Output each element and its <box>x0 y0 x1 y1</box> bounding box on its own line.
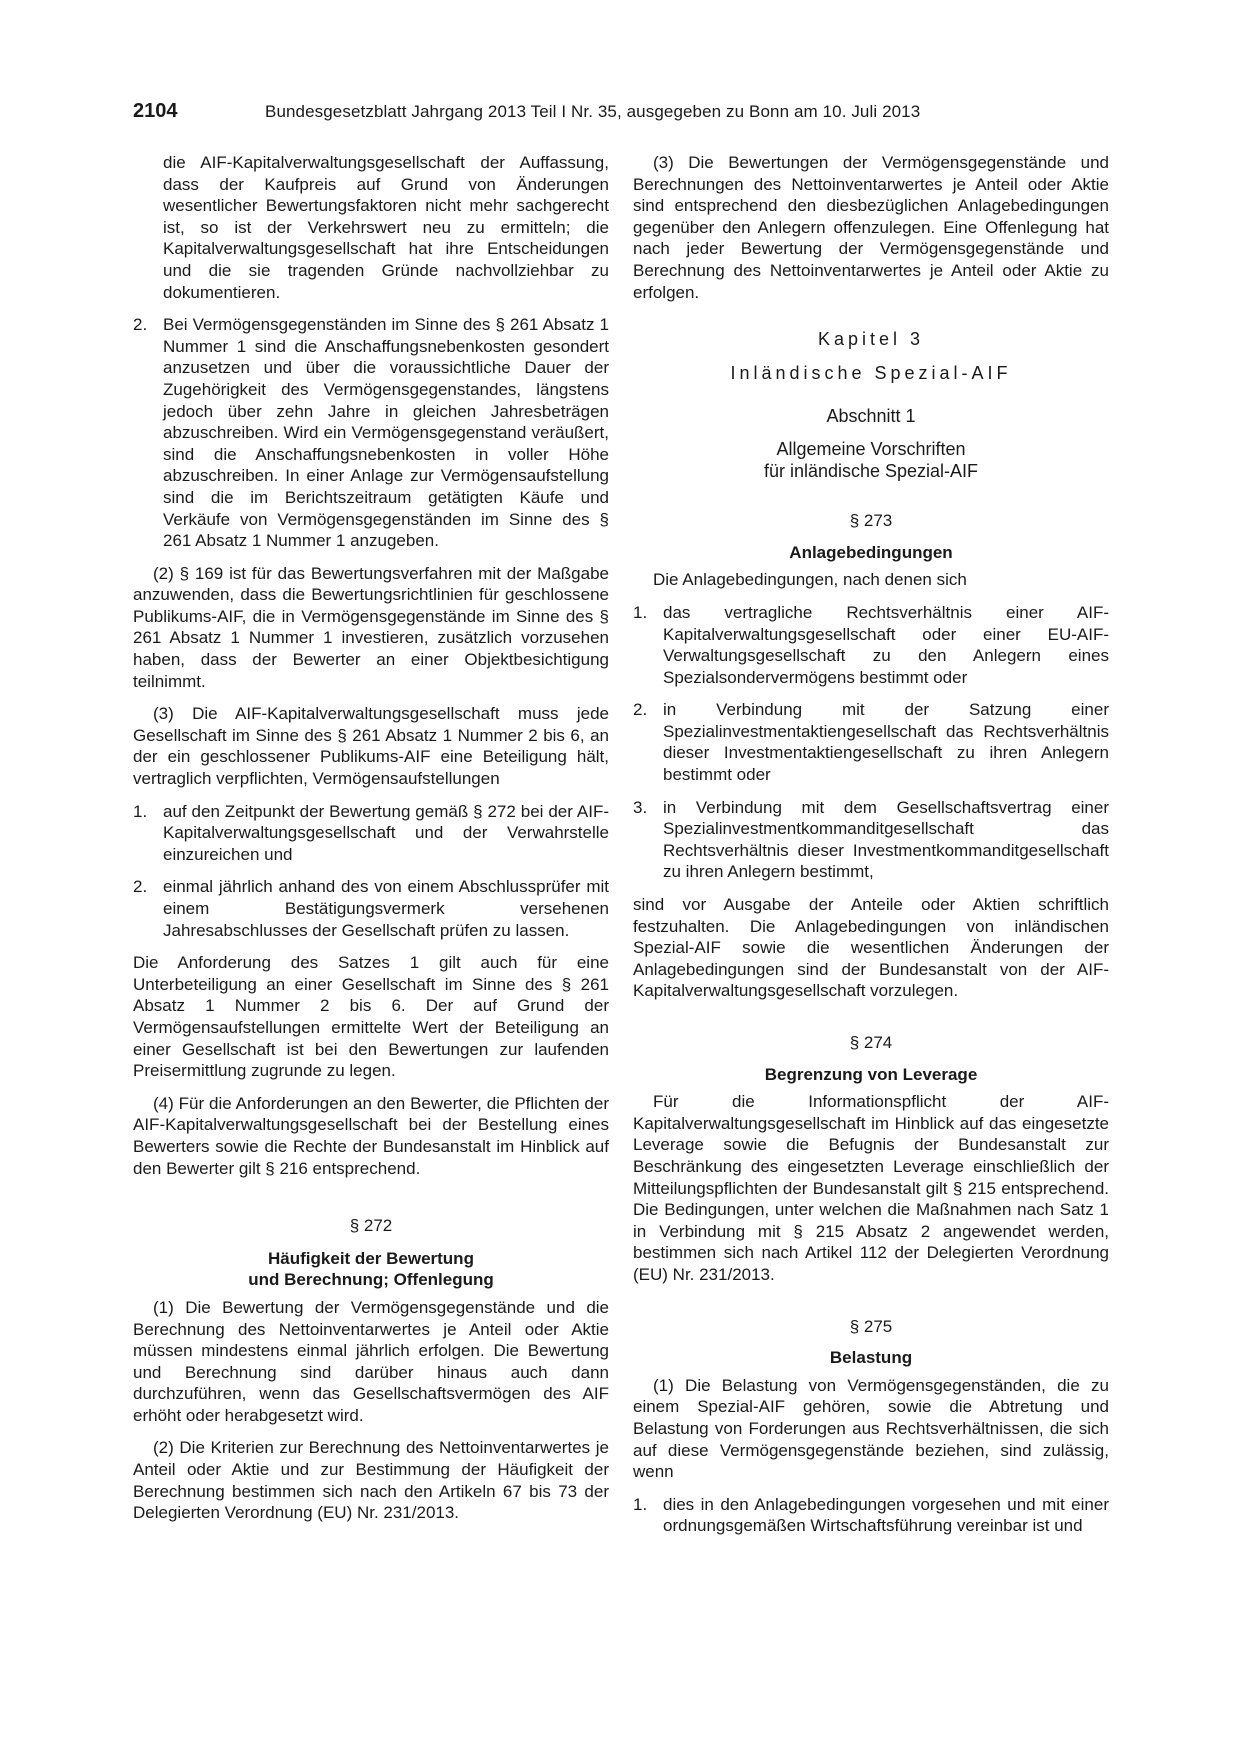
continued-item-text: die AIF-Kapitalverwaltungsgesellschaft der Auffassung, dass der Kaufpreis auf Grund von Änderungen wesentlicher Bewertungsfaktoren nicht mehr sachgerecht ist, so ist der Verkehrswert neu zu ermitteln; die Kapitalverwaltungsgesellschaft hat ihre Entscheidungen und die sie tragenden Gründe nachvollziehbar zu dokumentieren. <box>163 153 609 302</box>
list-text: Bei Vermögensgegenständen im Sinne des § 261 Absatz 1 Nummer 1 sind die Anschaffungsnebenkosten gesondert anzusetzen und über die voraussichtliche Dauer der Zugehörigkeit des Vermögensgegenstandes, längstens jedoch über zehn Jahre in gleichen Jahresbeträgen abzuschreiben. Wird ein Vermögensgegenstand veräußert, sind die Anschaffungsnebenkosten in voller Höhe abzuschreiben. In einer Anlage zur Vermögensaufstellung sind die im Berichtszeitraum getätigten Käufe und Verkäufe von Vermögensgegenständen im Sinne des § 261 Absatz 1 Nummer 1 anzugeben. <box>163 315 609 551</box>
list-text: einmal jährlich anhand des von einem Abschlussprüfer mit einem Bestätigungsvermerk versehenen Jahresabschlusses der Gesellschaft prüfen zu lassen. <box>163 877 609 940</box>
list-text: auf den Zeitpunkt der Bewertung gemäß § 272 bei der AIF-Kapitalverwaltungsgesellschaft und der Verwahrstelle einzureichen und <box>163 801 609 864</box>
subsection-title-line2: für inländische Spezial-AIF <box>763 460 979 481</box>
list-text: in Verbindung mit der Satzung einer Spezialinvestmentaktiengesellschaft das Rechtsverhältnis dieser Investmentaktiengesellschaft zu ihren Anlegern bestimmt oder <box>663 700 1109 785</box>
section-title-275: Belastung <box>829 1348 913 1368</box>
page-number: 2104 <box>133 100 178 122</box>
left-column <box>133 152 609 1524</box>
section-title-272-line1: Häufigkeit der Bewertung <box>268 1248 474 1268</box>
list-number: 1. <box>633 602 648 622</box>
section-title-273: Anlagebedingungen <box>789 542 953 562</box>
section-272-paragraph-3: (3) Die Bewertungen der Vermögensgegenstände und Berechnungen des Nettoinventarwertes je Anteil oder Aktie sind entsprechend den diesbezüglichen Anlagebedingungen gegenüber den Anlegern offenzulegen. Eine Offenlegung hat nach jeder Bewertung der Vermögensgegenstände und Berechnung des Nettoinventarwertes je Anteil oder Aktie zu erfolgen. <box>633 153 1109 302</box>
section-number-274: § 274 <box>849 1033 893 1052</box>
list-number: 3. <box>633 797 648 817</box>
page-header <box>133 100 1109 130</box>
section-number-272: § 272 <box>349 1216 393 1236</box>
list-number: 2. <box>633 700 648 720</box>
list-item <box>133 801 609 866</box>
list-number: 2. <box>133 315 148 335</box>
list-item <box>133 876 609 941</box>
paragraph-2: (2) § 169 ist für das Bewertungsverfahren mit der Maßgabe anzuwenden, dass die Bewertungsrichtlinien für geschlossene Publikums-AIF, die in Vermögensgegenstände im Sinne des § 261 Absatz 1 Nummer 1 investieren, zusätzlich vorzusehen haben, dass der Bewerter an einer Objektbesichtigung teilnimmt. <box>133 563 609 691</box>
right-column <box>633 152 1109 1537</box>
list-item <box>633 1494 1109 1537</box>
section-273-tail: sind vor Ausgabe der Anteile oder Aktien schriftlich festzuhalten. Die Anlagebedingungen von inländischen Spezial-AIF sowie die wesentlichen Änderungen der Anlagebedingungen sind der Bundesanstalt von der AIF-Kapitalverwaltungsgesellschaft vorzulegen. <box>633 895 1109 1001</box>
list-text: in Verbindung mit dem Gesellschaftsvertrag einer Spezialinvestmentkommanditgesellschaft das Rechtsverhältnis dieser Investmentkommanditgesellschaft zu ihren Anlegern bestimmt, <box>663 797 1109 882</box>
paragraph-4: (4) Für die Anforderungen an den Bewerter, die Pflichten der AIF-Kapitalverwaltungsgesellschaft bei der Bestellung eines Bewerters sowie die Rechte der Bundesanstalt im Hinblick auf den Bewerter gilt § 216 entsprechend. <box>133 1093 609 1178</box>
section-272-paragraph-2: (2) Die Kriterien zur Berechnung des Nettoinventarwertes je Anteil oder Aktie und zur Bestimmung der Häufigkeit der Berechnung bestimmen sich nach den Artikeln 67 bis 73 der Delegierten Verordnung (EU) Nr. 231/2013. <box>133 1438 609 1523</box>
section-title-272-line2: und Berechnung; Offenlegung <box>248 1270 494 1290</box>
section-title-274: Begrenzung von Leverage <box>764 1064 978 1084</box>
section-274-paragraph: Für die Informationspflicht der AIF-Kapitalverwaltungsgesellschaft im Hinblick auf das eingesetzte Leverage sowie die Befugnis der Bundesanstalt zur Beschränkung des eingesetzten Leverage einschließlich der Mitteilungspflichten der Bundesanstalt gilt § 215 entsprechend. Die Bedingungen, unter welchen die Maßnahmen nach Satz 1 in Verbindung mit § 215 Absatz 2 angewendet werden, bestimmen sich nach Artikel 112 der Delegierten Verordnung (EU) Nr. 231/2013. <box>633 1092 1109 1284</box>
list-number: 1. <box>133 801 148 821</box>
paragraph-3-tail: Die Anforderung des Satzes 1 gilt auch für eine Unterbeteiligung an einer Gesellschaft im Sinne des § 261 Absatz 1 Nummer 2 bis 6. Der auf Grund der Vermögensaufstellungen ermittelte Wert der Beteiligung an einer Gesellschaft ist bei den Bewertungen zur laufenden Preisermittlung zugrunde zu legen. <box>133 953 609 1081</box>
list-number: 1. <box>633 1494 648 1514</box>
list-item <box>633 699 1109 785</box>
list-item <box>633 797 1109 883</box>
section-272-paragraph-1: (1) Die Bewertung der Vermögensgegenstände und die Berechnung des Nettoinventarwertes je Anteil oder Aktie müssen mindestens einmal jährlich erfolgen. Die Bewertung und Berechnung sind darüber hinaus auch dann durchzuführen, wenn das Gesellschaftsvermögen des AIF erhöht oder herabgesetzt wird. <box>133 1297 609 1425</box>
section-275-paragraph-1: (1) Die Belastung von Vermögensgegenständen, die zu einem Spezial-AIF gehören, sowie die Abtretung und Belastung von Forderungen aus Rechtsverhältnissen, die sich auf diese Vermögensgegenstände beziehen, sind zulässig, wenn <box>633 1375 1109 1482</box>
paragraph-3: (3) Die AIF-Kapitalverwaltungsgesellschaft muss jede Gesellschaft im Sinne des § 261 Absatz 1 Nummer 2 bis 6, an der ein geschlossener Publikums-AIF eine Beteiligung hält, vertraglich verpflichten, Vermögensaufstellungen <box>133 704 609 789</box>
subsection-label: Abschnitt 1 <box>826 406 916 427</box>
subsection-title-line1: Allgemeine Vorschriften <box>776 438 966 459</box>
list-item <box>133 314 609 552</box>
list-number: 2. <box>133 877 148 897</box>
header-title: Bundesgesetzblatt Jahrgang 2013 Teil I Nr. 35, ausgegeben zu Bonn am 10. Juli 2013 <box>265 102 921 121</box>
section-number-273: § 273 <box>849 511 893 531</box>
list-item <box>633 602 1109 688</box>
chapter-title: Inländische Spezial-AIF <box>730 362 1012 383</box>
list-text: dies in den Anlagebedingungen vorgesehen und mit einer ordnungsgemäßen Wirtschaftsführung vereinbar ist und <box>663 1494 1109 1536</box>
list-text: das vertragliche Rechtsverhältnis einer AIF-Kapitalverwaltungsgesellschaft oder einer EU-AIF-Verwaltungsgesellschaft zu den Anlegern eines Spezialsondervermögens bestimmt oder <box>663 602 1109 687</box>
chapter-label: Kapitel 3 <box>817 329 925 350</box>
section-number-275: § 275 <box>849 1316 893 1336</box>
section-273-intro: Die Anlagebedingungen, nach denen sich <box>653 570 967 590</box>
